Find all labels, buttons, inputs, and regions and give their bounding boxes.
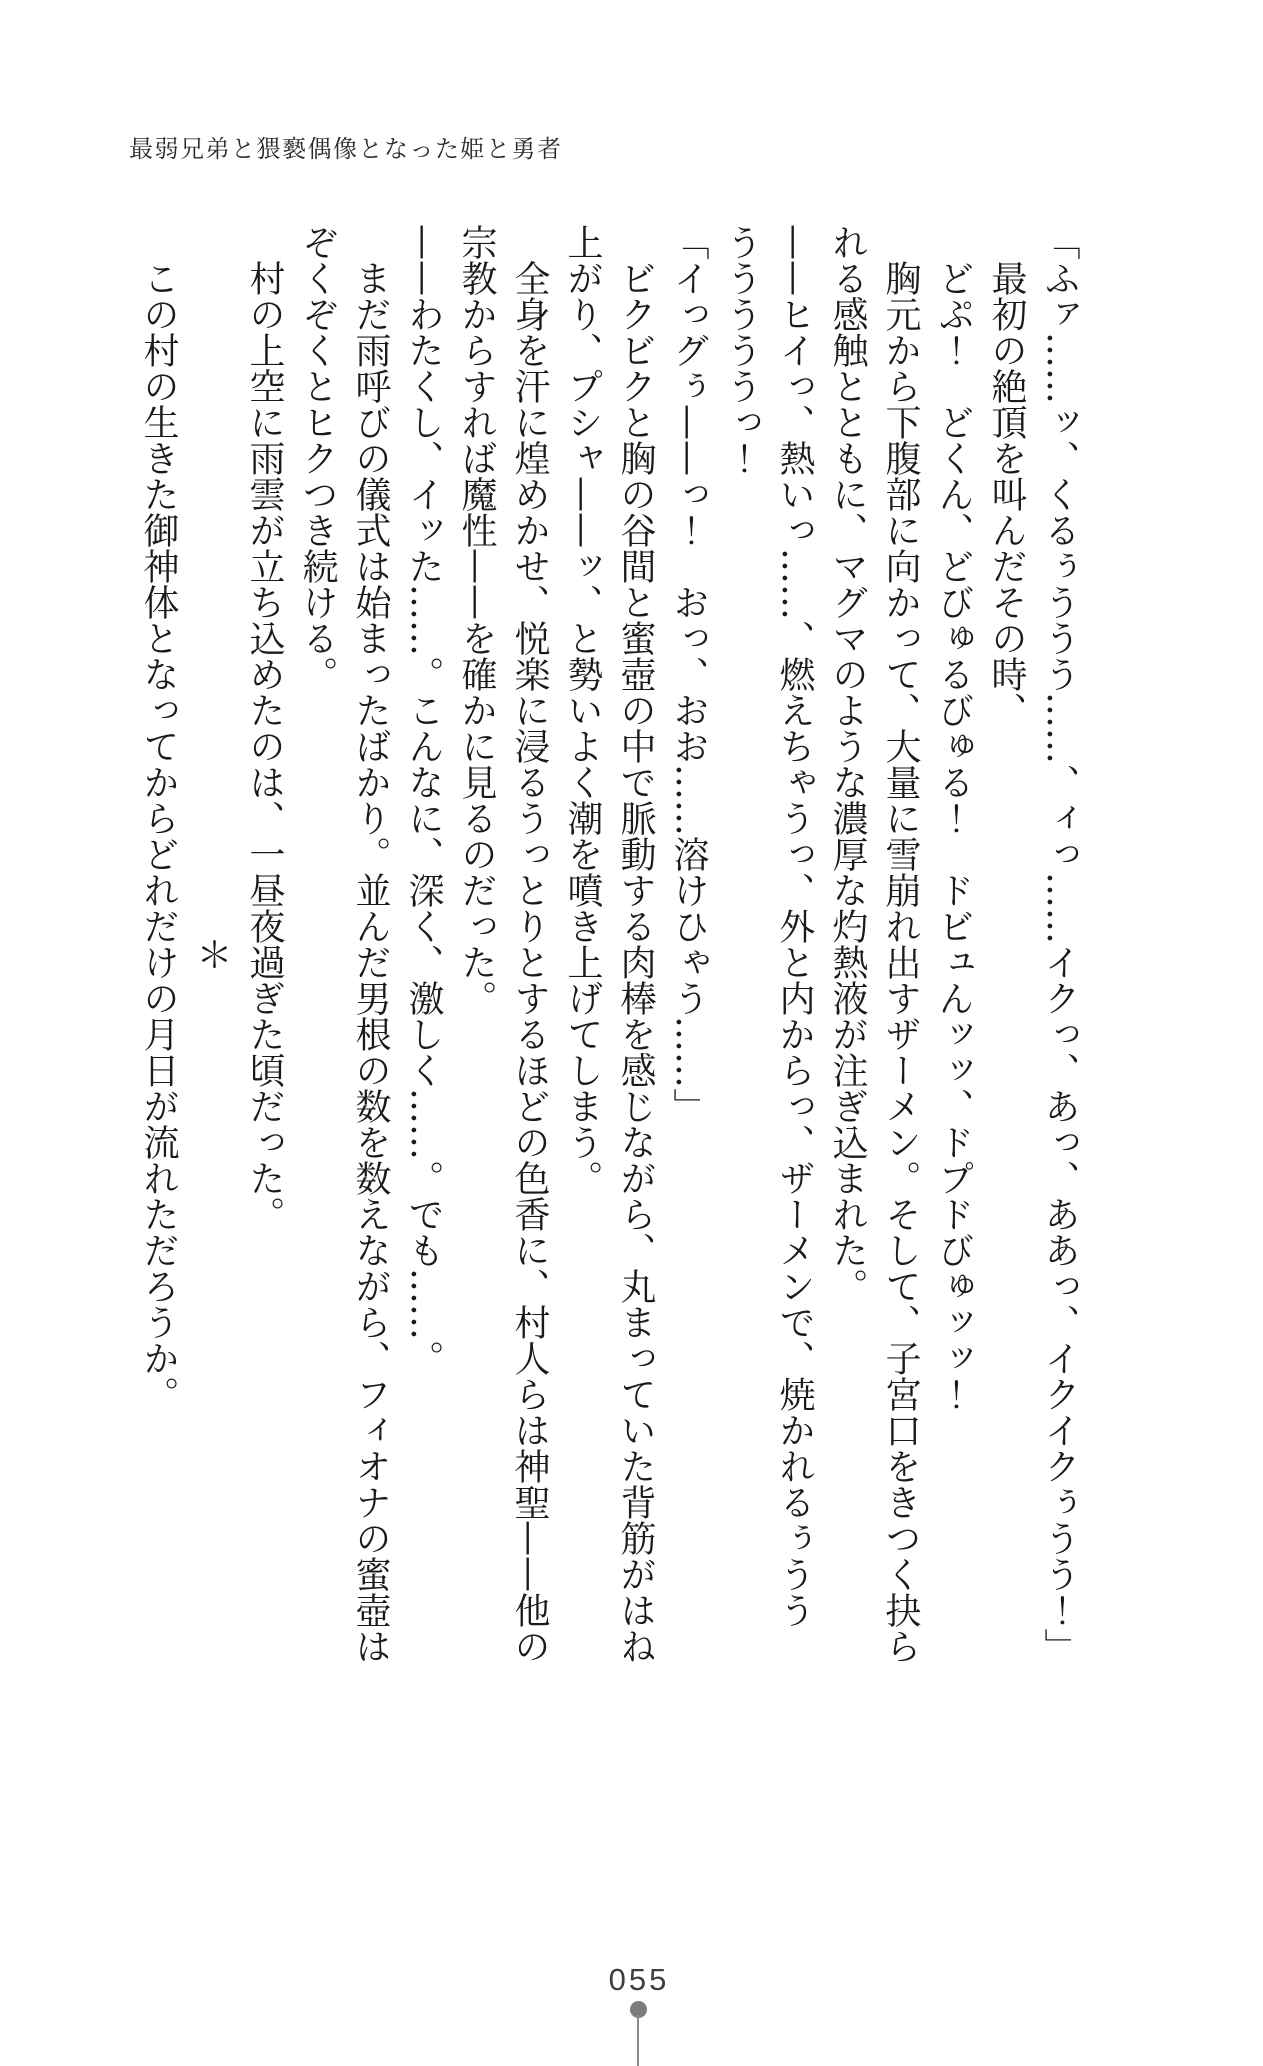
text-line-8: 「イっグぅ——っ！ おっ、おお……溶けひゃう……」 <box>668 224 709 1124</box>
text-line-2: 最初の絶頂を叫んだその時、 <box>986 224 1027 728</box>
text-line-6: ——ヒイっ、熱いっ……、燃えちゃうっ、外と内からっ、ザーメンで、焼かれるぅうう <box>774 224 815 1628</box>
text-line-12: 宗教からすれば魔性——を確かに見るのだった。 <box>456 224 497 1016</box>
text-line-14: まだ雨呼びの儀式は始まったばかり。並んだ男根の数を数えながら、フィオナの蜜壺は <box>350 224 391 1664</box>
text-line-9: ビクビクと胸の谷間と蜜壺の中で脈動する肉棒を感じながら、丸まっていた背筋がはね <box>615 224 656 1664</box>
text-line-1: 「ふァ……ッ、くるぅううう……、ィっ……イクっ、あっ、ああっ、イクイクぅうう！」 <box>1039 224 1080 1664</box>
text-line-16: 村の上空に雨雲が立ち込めたのは、一昼夜過ぎた頃だった。 <box>244 224 285 1232</box>
text-line-10: 上がり、プシャ——ッ、と勢いよく潮を噴き上げてしまう。 <box>562 224 603 1196</box>
text-line-5: れる感触とともに、マグマのような濃厚な灼熱液が注ぎ込まれた。 <box>827 224 868 1304</box>
text-line-11: 全身を汗に煌めかせ、悦楽に浸るうっとりとするほどの色香に、村人らは神聖——他の <box>509 224 550 1664</box>
running-head-title: 最弱兄弟と猥褻偶像となった姫と勇者 <box>129 135 563 163</box>
footer-stem-line <box>637 2015 639 2066</box>
text-line-15: ぞくぞくとヒクつき続ける。 <box>297 224 338 692</box>
text-line-3: どぷ！ どくん、どびゅるびゅる！ ドビュんッッ、ドプドびゅッッ！ <box>933 224 974 1412</box>
text-line-18: この村の生きた御神体となってからどれだけの月日が流れただろうか。 <box>138 224 179 1412</box>
page-number: 055 <box>608 1962 670 1997</box>
text-line-4: 胸元から下腹部に向かって、大量に雪崩れ出すザーメン。そして、子宮口をきつく抉ら <box>880 224 921 1664</box>
body-text-block <box>132 224 1086 1684</box>
text-line-7: うううううっ！ <box>721 224 762 476</box>
text-line-13: ——わたくし、イッた……。こんなに、深く、激しく……。でも……。 <box>403 224 444 1376</box>
scene-break-asterisk: ＊ <box>191 936 232 972</box>
